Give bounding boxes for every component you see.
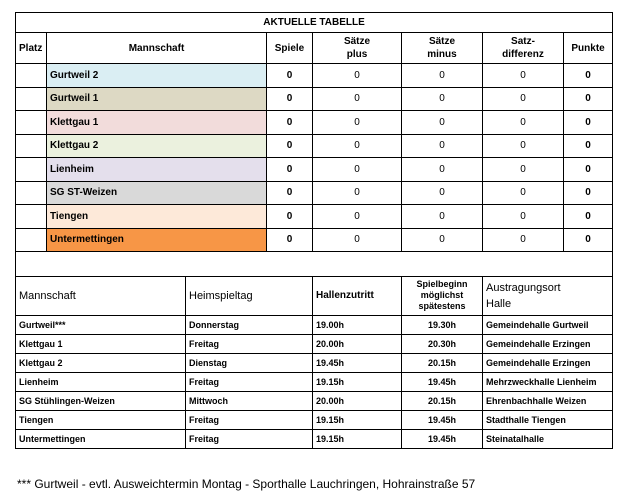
cell-saetze-minus: 0	[402, 111, 483, 135]
cell-team: Tiengen	[16, 410, 186, 429]
header-mannschaft: Mannschaft	[16, 276, 186, 315]
header-mannschaft: Mannschaft	[47, 33, 267, 64]
cell-satzdifferenz: 0	[483, 111, 564, 135]
cell-hallenzutritt: 20.00h	[313, 391, 402, 410]
cell-platz	[16, 205, 47, 229]
cell-spiele: 0	[267, 111, 313, 135]
header-platz: Platz	[16, 33, 47, 64]
standings-row	[16, 64, 613, 88]
schedule-row	[16, 353, 613, 372]
spacer-cell	[16, 252, 613, 277]
cell-heimspieltag: Mittwoch	[186, 391, 313, 410]
cell-team: Klettgau 2	[47, 134, 267, 158]
cell-satzdifferenz: 0	[483, 181, 564, 205]
header-satzdifferenz-line1: Satz-	[511, 36, 535, 47]
standings-row	[16, 181, 613, 205]
header-saetze-minus-line2: minus	[427, 49, 457, 60]
cell-platz	[16, 228, 47, 252]
header-spielbeginn	[402, 276, 483, 315]
cell-spiele: 0	[267, 158, 313, 182]
standings-table	[15, 12, 613, 277]
cell-satzdifferenz: 0	[483, 228, 564, 252]
header-spielbeginn-line1: Spielbeginn	[416, 279, 468, 289]
cell-saetze-plus: 0	[313, 64, 402, 88]
cell-platz	[16, 87, 47, 111]
league-sheet	[15, 12, 612, 449]
header-satzdifferenz	[483, 33, 564, 64]
schedule-row	[16, 315, 613, 334]
cell-team: Untermettingen	[16, 429, 186, 448]
cell-satzdifferenz: 0	[483, 64, 564, 88]
cell-spielbeginn: 19.45h	[402, 372, 483, 391]
standings-row	[16, 228, 613, 252]
cell-team: Untermettingen	[47, 228, 267, 252]
cell-hallenzutritt: 19.00h	[313, 315, 402, 334]
cell-halle: Steinatalhalle	[483, 429, 613, 448]
cell-halle: Gemeindehalle Gurtweil	[483, 315, 613, 334]
cell-hallenzutritt: 20.00h	[313, 334, 402, 353]
schedule-row	[16, 372, 613, 391]
cell-saetze-minus: 0	[402, 134, 483, 158]
cell-heimspieltag: Freitag	[186, 372, 313, 391]
cell-satzdifferenz: 0	[483, 158, 564, 182]
header-hallenzutritt: Hallenzutritt	[313, 276, 402, 315]
cell-saetze-plus: 0	[313, 205, 402, 229]
schedule-row	[16, 334, 613, 353]
footnote: *** Gurtweil - evtl. Ausweichtermin Montag - Sporthalle Lauchringen, Hohrainstraße 57	[17, 477, 476, 491]
cell-heimspieltag: Freitag	[186, 429, 313, 448]
cell-heimspieltag: Freitag	[186, 334, 313, 353]
cell-halle: Gemeindehalle Erzingen	[483, 353, 613, 372]
cell-team: Klettgau 2	[16, 353, 186, 372]
cell-team: Gurtweil 1	[47, 87, 267, 111]
cell-spiele: 0	[267, 64, 313, 88]
header-saetze-minus-line1: Sätze	[428, 36, 456, 47]
standings-row	[16, 111, 613, 135]
cell-punkte: 0	[564, 111, 613, 135]
standings-header-row	[16, 33, 613, 64]
cell-saetze-minus: 0	[402, 87, 483, 111]
cell-saetze-minus: 0	[402, 181, 483, 205]
cell-spielbeginn: 19.30h	[402, 315, 483, 334]
cell-punkte: 0	[564, 134, 613, 158]
cell-team: Lienheim	[47, 158, 267, 182]
cell-heimspieltag: Freitag	[186, 410, 313, 429]
standings-title: AKTUELLE TABELLE	[16, 13, 613, 33]
cell-heimspieltag: Dienstag	[186, 353, 313, 372]
cell-team: SG Stühlingen-Weizen	[16, 391, 186, 410]
cell-team: Klettgau 1	[47, 111, 267, 135]
cell-spielbeginn: 19.45h	[402, 410, 483, 429]
cell-spielbeginn: 20.15h	[402, 353, 483, 372]
schedule-header-row	[16, 276, 613, 315]
cell-heimspieltag: Donnerstag	[186, 315, 313, 334]
cell-satzdifferenz: 0	[483, 134, 564, 158]
header-saetze-plus-line2: plus	[346, 49, 368, 60]
header-spielbeginn-line2: möglichst	[420, 290, 464, 300]
cell-platz	[16, 111, 47, 135]
schedule-table	[15, 276, 613, 449]
cell-saetze-minus: 0	[402, 205, 483, 229]
cell-hallenzutritt: 19.45h	[313, 353, 402, 372]
standings-row	[16, 134, 613, 158]
header-punkte: Punkte	[564, 33, 613, 64]
cell-saetze-plus: 0	[313, 111, 402, 135]
cell-spiele: 0	[267, 134, 313, 158]
cell-hallenzutritt: 19.15h	[313, 410, 402, 429]
header-austragungsort-line2: Halle	[486, 297, 512, 310]
header-spielbeginn-line3: spätestens	[418, 301, 466, 311]
cell-halle: Gemeindehalle Erzingen	[483, 334, 613, 353]
header-saetze-plus	[313, 33, 402, 64]
cell-team: Lienheim	[16, 372, 186, 391]
header-saetze-plus-line1: Sätze	[343, 36, 371, 47]
cell-spielbeginn: 19.45h	[402, 429, 483, 448]
cell-hallenzutritt: 19.15h	[313, 429, 402, 448]
cell-punkte: 0	[564, 205, 613, 229]
cell-hallenzutritt: 19.15h	[313, 372, 402, 391]
cell-satzdifferenz: 0	[483, 205, 564, 229]
cell-team: Gurtweil***	[16, 315, 186, 334]
cell-saetze-plus: 0	[313, 158, 402, 182]
cell-halle: Ehrenbachhalle Weizen	[483, 391, 613, 410]
cell-saetze-minus: 0	[402, 158, 483, 182]
cell-satzdifferenz: 0	[483, 87, 564, 111]
standings-row	[16, 205, 613, 229]
standings-title-row	[16, 13, 613, 33]
cell-halle: Mehrzweckhalle Lienheim	[483, 372, 613, 391]
header-heimspieltag: Heimspieltag	[186, 276, 313, 315]
cell-platz	[16, 134, 47, 158]
cell-saetze-plus: 0	[313, 134, 402, 158]
cell-spiele: 0	[267, 205, 313, 229]
cell-saetze-plus: 0	[313, 87, 402, 111]
cell-punkte: 0	[564, 64, 613, 88]
cell-punkte: 0	[564, 228, 613, 252]
cell-spiele: 0	[267, 87, 313, 111]
cell-saetze-minus: 0	[402, 228, 483, 252]
header-saetze-minus	[402, 33, 483, 64]
cell-team: SG ST-Weizen	[47, 181, 267, 205]
cell-punkte: 0	[564, 158, 613, 182]
cell-punkte: 0	[564, 87, 613, 111]
header-satzdifferenz-line2: differenz	[502, 49, 544, 60]
cell-platz	[16, 64, 47, 88]
header-austragungsort	[483, 276, 613, 315]
cell-spiele: 0	[267, 228, 313, 252]
cell-team: Tiengen	[47, 205, 267, 229]
spacer-row	[16, 252, 613, 277]
cell-team: Klettgau 1	[16, 334, 186, 353]
standings-row	[16, 87, 613, 111]
schedule-row	[16, 391, 613, 410]
cell-saetze-plus: 0	[313, 228, 402, 252]
cell-platz	[16, 181, 47, 205]
schedule-row	[16, 410, 613, 429]
standings-row	[16, 158, 613, 182]
cell-saetze-minus: 0	[402, 64, 483, 88]
cell-spielbeginn: 20.30h	[402, 334, 483, 353]
schedule-row	[16, 429, 613, 448]
cell-team: Gurtweil 2	[47, 64, 267, 88]
cell-platz	[16, 158, 47, 182]
cell-spiele: 0	[267, 181, 313, 205]
cell-halle: Stadthalle Tiengen	[483, 410, 613, 429]
cell-saetze-plus: 0	[313, 181, 402, 205]
header-austragungsort-line1: Austragungsort	[486, 281, 561, 294]
header-spiele: Spiele	[267, 33, 313, 64]
cell-punkte: 0	[564, 181, 613, 205]
cell-spielbeginn: 20.15h	[402, 391, 483, 410]
